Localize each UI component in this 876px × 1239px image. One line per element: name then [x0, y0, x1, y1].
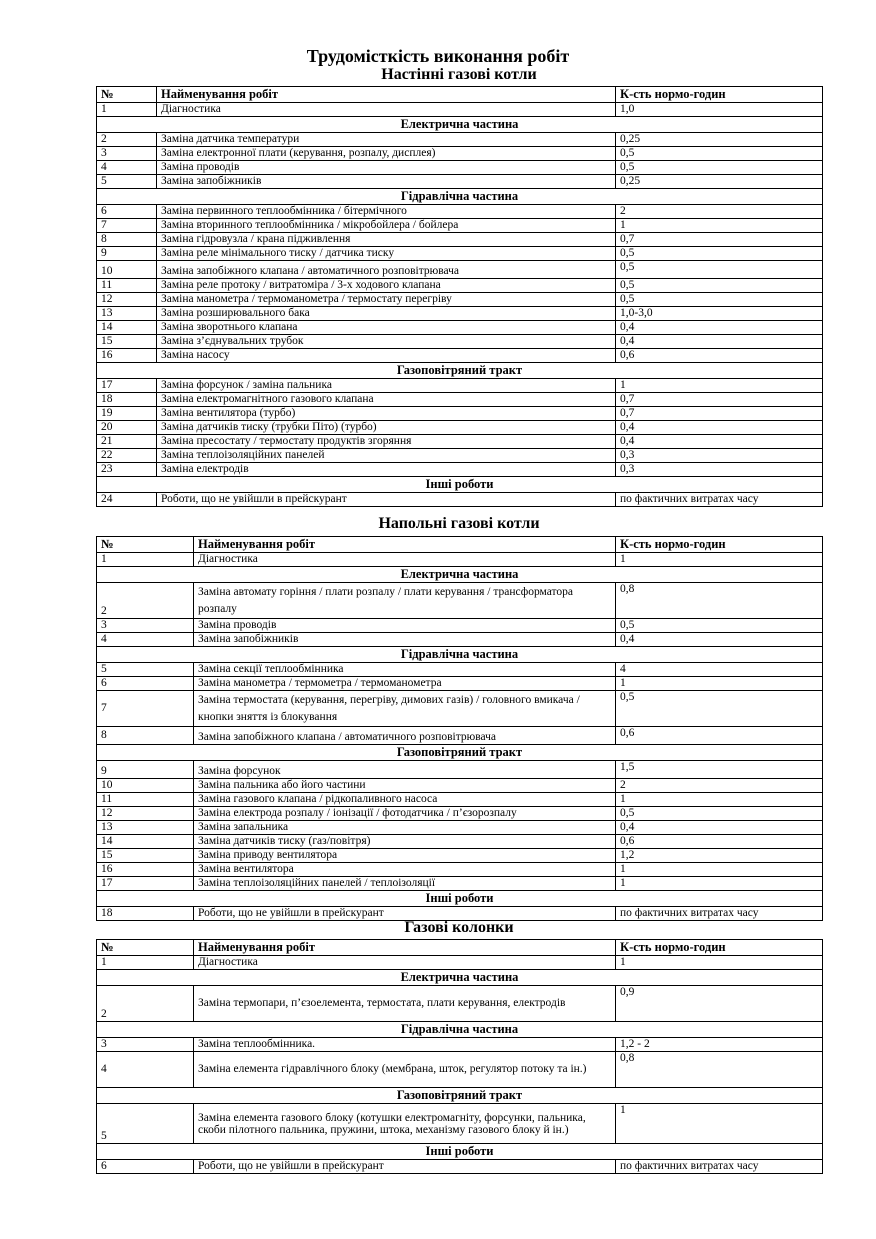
cell-hours: 0,25 — [616, 133, 823, 147]
table-row — [97, 1160, 823, 1174]
cell-name: Заміна теплоізоляційних панелей — [157, 449, 616, 463]
cell-name: Заміна пальника або його частини — [194, 779, 616, 793]
subsection-title: Газоповітряний тракт — [97, 745, 823, 761]
cell-num: 19 — [97, 407, 157, 421]
subsection-row — [97, 567, 823, 583]
cell-name: Заміна проводів — [194, 619, 616, 633]
cell-num: 17 — [97, 877, 194, 891]
cell-name: Заміна теплообмінника. — [194, 1038, 616, 1052]
cell-name: Заміна запальника — [194, 821, 616, 835]
table-row — [97, 219, 823, 233]
cell-hours: 1 — [616, 956, 823, 970]
cell-num: 14 — [97, 835, 194, 849]
cell-name: Заміна запобіжників — [194, 633, 616, 647]
cell-hours: 1 — [616, 677, 823, 691]
table-row — [97, 103, 823, 117]
subsection-row — [97, 1144, 823, 1160]
cell-hours: 1,2 — [616, 849, 823, 863]
cell-num: 4 — [97, 161, 157, 175]
cell-num: 5 — [97, 663, 194, 677]
cell-name: Заміна теплоізоляційних панелей / теплоізоляції — [194, 877, 616, 891]
cell-num: 10 — [97, 261, 157, 279]
table-row — [97, 493, 823, 507]
subsection-title: Інші роботи — [97, 1144, 823, 1160]
cell-num: 1 — [97, 956, 194, 970]
table-row — [97, 407, 823, 421]
cell-name: Заміна проводів — [157, 161, 616, 175]
header-num: № — [97, 940, 194, 956]
cell-num: 14 — [97, 321, 157, 335]
cell-hours: 1 — [616, 379, 823, 393]
cell-name: Заміна датчика температури — [157, 133, 616, 147]
subsection-title: Газоповітряний тракт — [97, 363, 823, 379]
cell-hours: 1,2 - 2 — [616, 1038, 823, 1052]
subsection-row — [97, 117, 823, 133]
cell-name: Діагностика — [194, 553, 616, 567]
cell-hours: 0,4 — [616, 321, 823, 335]
table-header — [97, 537, 823, 553]
cell-hours: по фактичних витратах часу — [616, 493, 823, 507]
subsection-row — [97, 1022, 823, 1038]
cell-hours: 0,4 — [616, 335, 823, 349]
cell-num: 1 — [97, 103, 157, 117]
cell-num: 18 — [97, 393, 157, 407]
cell-hours: 1 — [616, 863, 823, 877]
subsection-row — [97, 477, 823, 493]
header-num: № — [97, 87, 157, 103]
cell-name: Заміна манометра / термоманометра / термостату перегріву — [157, 293, 616, 307]
subsection-title: Газоповітряний тракт — [97, 1088, 823, 1104]
subsection-title: Гідравлічна частина — [97, 647, 823, 663]
cell-num: 15 — [97, 335, 157, 349]
cell-hours: 0,3 — [616, 463, 823, 477]
cell-name: Заміна запобіжників — [157, 175, 616, 189]
table-row — [97, 779, 823, 793]
cell-num: 11 — [97, 279, 157, 293]
table-row — [97, 1052, 823, 1088]
table-row — [97, 663, 823, 677]
table-row — [97, 956, 823, 970]
table-row — [97, 293, 823, 307]
cell-name: Заміна вентилятора (турбо) — [157, 407, 616, 421]
cell-hours: 1,0-3,0 — [616, 307, 823, 321]
cell-hours: 4 — [616, 663, 823, 677]
table-row — [97, 349, 823, 363]
section-title-wall: Настінні газові котли — [381, 66, 537, 83]
cell-num: 6 — [97, 205, 157, 219]
cell-num: 6 — [97, 677, 194, 691]
cell-hours: 0,5 — [616, 691, 823, 727]
document-title: Трудомісткість виконання робіт — [306, 46, 570, 66]
table-row — [97, 986, 823, 1022]
header-name: Найменування робіт — [194, 940, 616, 956]
table-row — [97, 449, 823, 463]
table-row — [97, 727, 823, 745]
cell-name: Заміна реле протоку / витратоміра / 3-х ходового клапана — [157, 279, 616, 293]
table-row — [97, 261, 823, 279]
subsection-title: Електрична частина — [97, 970, 823, 986]
cell-num: 5 — [97, 1104, 194, 1144]
cell-num: 3 — [97, 147, 157, 161]
cell-num: 2 — [97, 133, 157, 147]
cell-name: Діагностика — [157, 103, 616, 117]
cell-num: 13 — [97, 307, 157, 321]
cell-hours: 0,25 — [616, 175, 823, 189]
cell-num: 11 — [97, 793, 194, 807]
cell-hours: 1,0 — [616, 103, 823, 117]
cell-name: Заміна електронної плати (керування, розпалу, дисплея) — [157, 147, 616, 161]
cell-hours: 0,4 — [616, 821, 823, 835]
header-hours: К-сть нормо-годин — [616, 87, 823, 103]
cell-hours: 0,6 — [616, 349, 823, 363]
cell-hours: 2 — [616, 205, 823, 219]
cell-num: 9 — [97, 761, 194, 779]
subsection-row — [97, 647, 823, 663]
table-row — [97, 633, 823, 647]
cell-hours: 0,5 — [616, 261, 823, 279]
table-header — [97, 87, 823, 103]
cell-name: Заміна термопари, п’єзоелемента, термостата, плати керування, електродів — [194, 986, 616, 1022]
table-header — [97, 940, 823, 956]
cell-hours: 0,5 — [616, 247, 823, 261]
table-row — [97, 233, 823, 247]
table-row — [97, 583, 823, 619]
cell-num: 22 — [97, 449, 157, 463]
table-row — [97, 307, 823, 321]
table-row — [97, 677, 823, 691]
cell-hours: 0,7 — [616, 393, 823, 407]
table-row — [97, 691, 823, 727]
cell-name: Заміна запобіжного клапана / автоматичного розповітрювача — [194, 727, 616, 745]
cell-num: 16 — [97, 349, 157, 363]
cell-name: Заміна з’єднувальних трубок — [157, 335, 616, 349]
cell-hours: 1 — [616, 793, 823, 807]
cell-name: Заміна пресостату / термостату продуктів згоряння — [157, 435, 616, 449]
table-row — [97, 435, 823, 449]
table-row — [97, 463, 823, 477]
cell-hours: 0,6 — [616, 727, 823, 745]
cell-hours: 0,5 — [616, 161, 823, 175]
subsection-title: Гідравлічна частина — [97, 189, 823, 205]
header-hours: К-сть нормо-годин — [616, 537, 823, 553]
cell-name: Заміна гідровузла / крана підживлення — [157, 233, 616, 247]
table-heater — [96, 939, 823, 1174]
cell-hours: 1 — [616, 1104, 823, 1144]
section-title-heater: Газові колонки — [404, 919, 514, 936]
cell-num: 18 — [97, 907, 194, 921]
subsection-row — [97, 745, 823, 761]
cell-num: 21 — [97, 435, 157, 449]
subsection-row — [97, 189, 823, 205]
table-row — [97, 421, 823, 435]
subsection-row — [97, 891, 823, 907]
cell-hours: 0,4 — [616, 435, 823, 449]
table-row — [97, 877, 823, 891]
cell-num: 7 — [97, 691, 194, 727]
cell-hours: 0,8 — [616, 583, 823, 619]
cell-num: 10 — [97, 779, 194, 793]
table-row — [97, 279, 823, 293]
cell-hours: 0,9 — [616, 986, 823, 1022]
cell-num: 2 — [97, 986, 194, 1022]
cell-hours: 0,4 — [616, 633, 823, 647]
cell-hours: 0,5 — [616, 279, 823, 293]
table-row — [97, 849, 823, 863]
table-row — [97, 835, 823, 849]
cell-name: Заміна елемента газового блоку (котушки електромагніту, форсунки, пальника, скоби пілотного пальника, пружини, штока, механізму газового блоку й ін.) — [194, 1104, 616, 1144]
cell-hours: 0,6 — [616, 835, 823, 849]
cell-name: Заміна запобіжного клапана / автоматичного розповітрювача — [157, 261, 616, 279]
cell-num: 24 — [97, 493, 157, 507]
cell-name: Заміна автомату горіння / плати розпалу / плати керування / трансформатора розпалу — [194, 583, 616, 619]
table-row — [97, 1038, 823, 1052]
table-row — [97, 133, 823, 147]
cell-num: 12 — [97, 807, 194, 821]
table-row — [97, 821, 823, 835]
table-row — [97, 761, 823, 779]
table-row — [97, 393, 823, 407]
cell-num: 7 — [97, 219, 157, 233]
cell-name: Заміна елемента гідравлічного блоку (мембрана, шток, регулятор потоку та ін.) — [194, 1052, 616, 1088]
cell-num: 4 — [97, 1052, 194, 1088]
cell-hours: 0,3 — [616, 449, 823, 463]
table-row — [97, 335, 823, 349]
cell-hours: 0,7 — [616, 233, 823, 247]
cell-num: 23 — [97, 463, 157, 477]
cell-num: 16 — [97, 863, 194, 877]
table-row — [97, 205, 823, 219]
cell-hours: 0,8 — [616, 1052, 823, 1088]
table-wall — [96, 86, 823, 507]
table-row — [97, 379, 823, 393]
cell-name: Заміна первинного теплообмінника / бітермічного — [157, 205, 616, 219]
cell-hours: 1 — [616, 877, 823, 891]
cell-name: Заміна насосу — [157, 349, 616, 363]
cell-hours: по фактичних витратах часу — [616, 907, 823, 921]
cell-name: Заміна зворотнього клапана — [157, 321, 616, 335]
table-row — [97, 175, 823, 189]
cell-name: Заміна реле мінімального тиску / датчика тиску — [157, 247, 616, 261]
table-row — [97, 1104, 823, 1144]
cell-hours: 0,5 — [616, 147, 823, 161]
cell-name: Заміна датчиків тиску (трубки Піто) (турбо) — [157, 421, 616, 435]
subsection-row — [97, 970, 823, 986]
table-row — [97, 553, 823, 567]
cell-name: Роботи, що не увійшли в прейскурант — [194, 907, 616, 921]
cell-num: 9 — [97, 247, 157, 261]
table-row — [97, 793, 823, 807]
cell-num: 5 — [97, 175, 157, 189]
cell-name: Заміна манометра / термометра / термоманометра — [194, 677, 616, 691]
table-row — [97, 247, 823, 261]
cell-hours: 0,5 — [616, 619, 823, 633]
table-row — [97, 863, 823, 877]
section-title-floor: Напольні газові котли — [378, 515, 540, 532]
header-hours: К-сть нормо-годин — [616, 940, 823, 956]
cell-name: Заміна електромагнітного газового клапана — [157, 393, 616, 407]
cell-num: 17 — [97, 379, 157, 393]
cell-name: Заміна електрода розпалу / іонізації / фотодатчика / п’єзорозпалу — [194, 807, 616, 821]
subsection-title: Інші роботи — [97, 891, 823, 907]
cell-name: Роботи, що не увійшли в прейскурант — [157, 493, 616, 507]
table-row — [97, 619, 823, 633]
cell-num: 3 — [97, 1038, 194, 1052]
cell-hours: 2 — [616, 779, 823, 793]
cell-name: Заміна вторинного теплообмінника / мікробойлера / бойлера — [157, 219, 616, 233]
header-name: Найменування робіт — [194, 537, 616, 553]
cell-name: Заміна електродів — [157, 463, 616, 477]
cell-name: Заміна форсунок / заміна пальника — [157, 379, 616, 393]
header-name: Найменування робіт — [157, 87, 616, 103]
cell-name: Заміна приводу вентилятора — [194, 849, 616, 863]
cell-hours: 1 — [616, 219, 823, 233]
cell-num: 13 — [97, 821, 194, 835]
header-num: № — [97, 537, 194, 553]
subsection-title: Інші роботи — [97, 477, 823, 493]
table-row — [97, 807, 823, 821]
table-row — [97, 321, 823, 335]
cell-name: Діагностика — [194, 956, 616, 970]
cell-hours: 0,4 — [616, 421, 823, 435]
cell-hours: 1,5 — [616, 761, 823, 779]
subsection-title: Електрична частина — [97, 567, 823, 583]
cell-num: 3 — [97, 619, 194, 633]
cell-name: Роботи, що не увійшли в прейскурант — [194, 1160, 616, 1174]
cell-name: Заміна термостата (керування, перегріву, димових газів) / головного вмикача / кнопки зняття із блокування — [194, 691, 616, 727]
cell-hours: 0,5 — [616, 293, 823, 307]
subsection-title: Гідравлічна частина — [97, 1022, 823, 1038]
subsection-title: Електрична частина — [97, 117, 823, 133]
cell-num: 8 — [97, 727, 194, 745]
cell-name: Заміна розширювального бака — [157, 307, 616, 321]
cell-num: 2 — [97, 583, 194, 619]
cell-hours: 0,7 — [616, 407, 823, 421]
cell-hours: 0,5 — [616, 807, 823, 821]
cell-name: Заміна форсунок — [194, 761, 616, 779]
cell-num: 15 — [97, 849, 194, 863]
subsection-row — [97, 1088, 823, 1104]
subsection-row — [97, 363, 823, 379]
cell-num: 6 — [97, 1160, 194, 1174]
cell-name: Заміна газового клапана / рідкопаливного насоса — [194, 793, 616, 807]
cell-name: Заміна датчиків тиску (газ/повітря) — [194, 835, 616, 849]
table-floor — [96, 536, 823, 921]
cell-hours: по фактичних витратах часу — [616, 1160, 823, 1174]
cell-num: 1 — [97, 553, 194, 567]
cell-num: 12 — [97, 293, 157, 307]
table-row — [97, 147, 823, 161]
cell-num: 20 — [97, 421, 157, 435]
cell-name: Заміна вентилятора — [194, 863, 616, 877]
cell-num: 8 — [97, 233, 157, 247]
cell-hours: 1 — [616, 553, 823, 567]
table-row — [97, 161, 823, 175]
cell-name: Заміна секції теплообмінника — [194, 663, 616, 677]
cell-num: 4 — [97, 633, 194, 647]
